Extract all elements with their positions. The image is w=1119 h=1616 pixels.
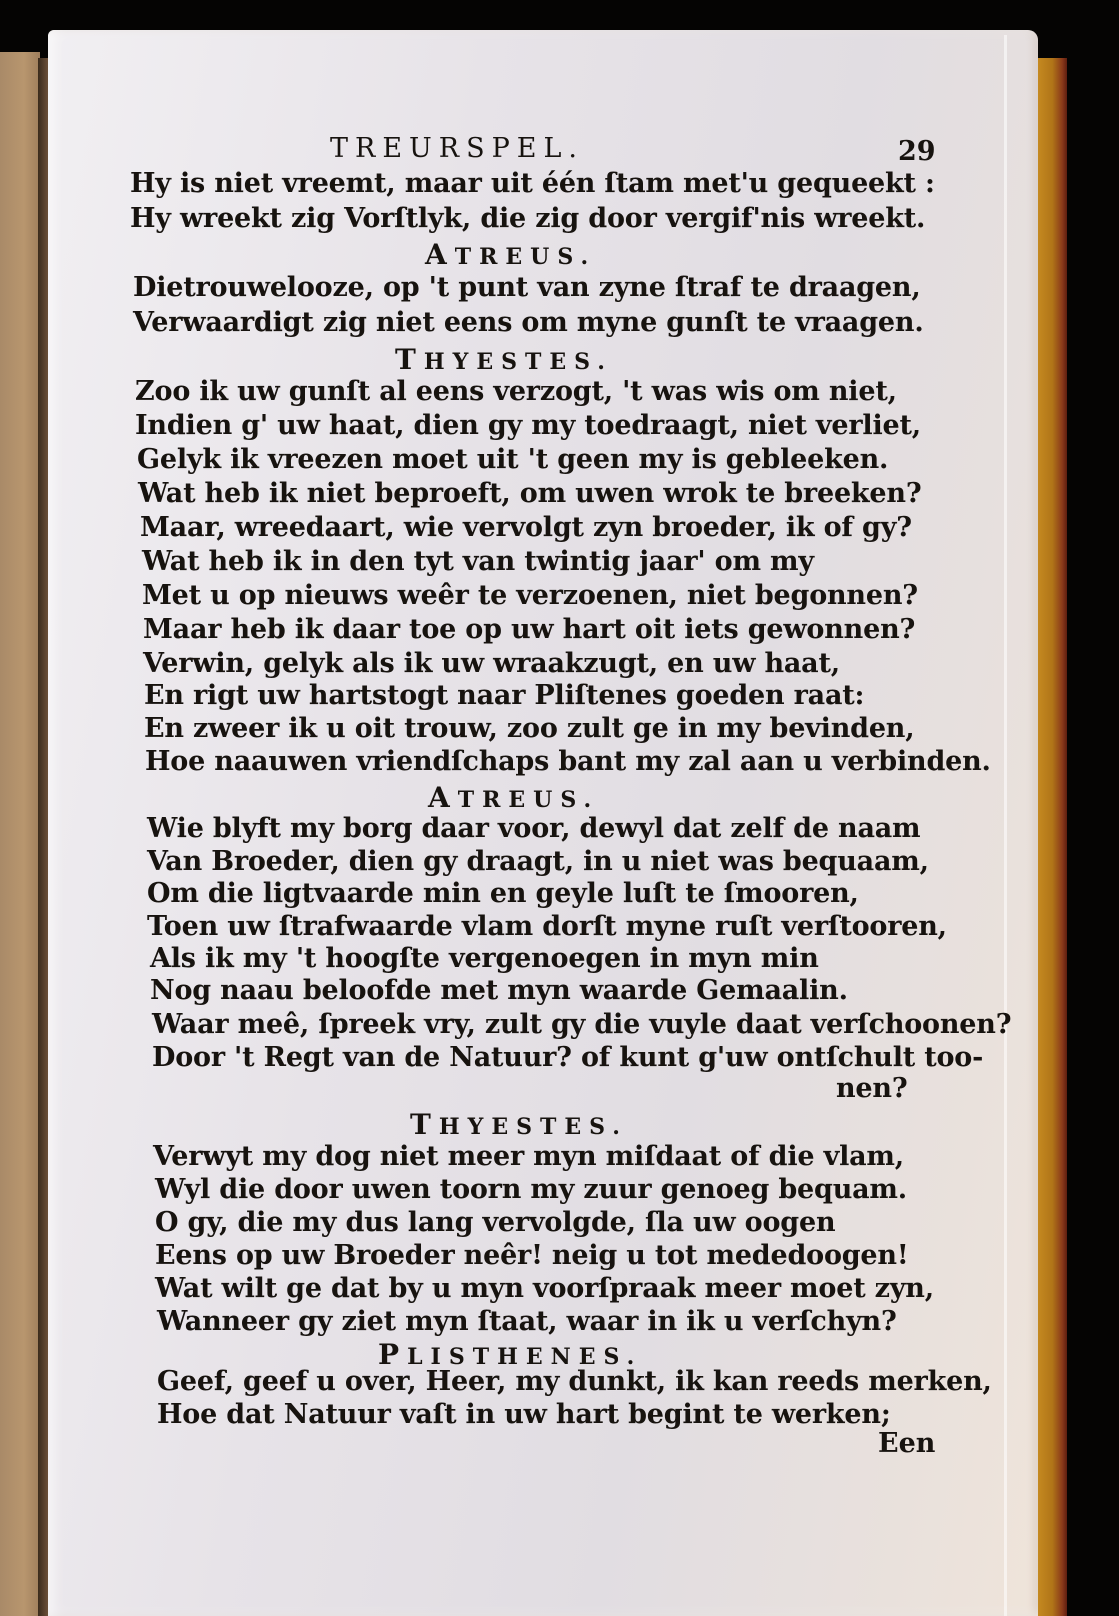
verse-line: Om die ligtvaarde min en geyle luſt te ſmooren, (147, 878, 859, 909)
speaker-name-rest: TREUS. (454, 244, 597, 270)
speaker-initial: A (428, 781, 458, 814)
verse-line: Met u op nieuws weêr te verzoenen, niet begonnen? (142, 580, 918, 611)
speaker-initial: T (410, 1108, 439, 1141)
speaker-heading (410, 1108, 628, 1141)
speaker-heading (425, 238, 596, 271)
verse-line: Door 't Regt van de Natuur? of kunt g'uw ontſchult too- (152, 1042, 984, 1073)
verse-line: Als ik my 't hoogſte vergenoegen in myn min (150, 943, 819, 974)
speaker-initial: A (425, 238, 455, 271)
speaker-heading (428, 781, 599, 814)
verse-line: Eens op uw Broeder neêr! neig u tot mededoogen! (155, 1240, 909, 1271)
verse-line: Hy wreekt zig Vorſtlyk, die zig door vergif'nis wreekt. (130, 203, 926, 234)
speaker-name-rest: LISTHENES. (407, 1344, 643, 1370)
speaker-initial: P (378, 1338, 408, 1371)
verse-line: En zweer ik u oit trouw, zoo zult ge in my bevinden, (144, 713, 915, 744)
verse-line: Wanneer gy ziet myn ſtaat, waar in ik u verſchyn? (157, 1306, 897, 1337)
verse-line: Verwaardigt zig niet eens om myne gunſt te vraagen. (133, 307, 924, 338)
speaker-heading (395, 343, 613, 376)
verse-line: Maar, wreedaart, wie vervolgt zyn broeder, ik of gy? (140, 512, 912, 543)
verse-line: Wie blyft my borg daar voor, dewyl dat zelf de naam (147, 813, 921, 844)
verse-line: Verwin, gelyk als ik uw wraakzugt, en uw haat, (143, 648, 840, 679)
verse-line: Van Broeder, dien gy draagt, in u niet was bequaam, (147, 846, 929, 877)
verse-line: Waar meê, ſpreek vry, zult gy die vuyle daat verſchoonen? (152, 1009, 1012, 1040)
catchword: Een (878, 1428, 936, 1459)
speaker-initial: T (395, 343, 424, 376)
verse-line: Geef, geef u over, Heer, my dunkt, ik kan reeds merken, (157, 1366, 992, 1397)
verse-line: Zoo ik uw gunſt al eens verzogt, 't was wis om niet, (135, 376, 897, 407)
verse-line-continuation: nen? (836, 1073, 908, 1104)
verse-line: Wat wilt ge dat by u myn voorſpraak meer moet zyn, (155, 1273, 934, 1304)
verse-line: Hoe naauwen vriendſchaps bant my zal aan u verbinden. (145, 746, 991, 777)
speaker-name-rest: HYESTES. (423, 349, 613, 375)
page-number: 29 (898, 136, 936, 167)
verse-line: Maar heb ik daar toe op uw hart oit iets gewonnen? (143, 614, 916, 645)
verse-line: Toen uw ſtrafwaarde vlam dorſt myne ruſt verſtooren, (147, 911, 947, 942)
verse-line: Verwyt my dog niet meer myn miſdaat of die vlam, (153, 1141, 905, 1172)
speaker-name-rest: HYESTES. (438, 1114, 628, 1140)
verse-line: En rigt uw hartstogt naar Pliſtenes goeden raat: (144, 680, 865, 711)
verse-line: Dietrouwelooze, op 't punt van zyne ſtraf te draagen, (133, 272, 921, 303)
verse-line: Wyl die door uwen toorn my zuur genoeg bequam. (155, 1174, 907, 1205)
verse-line: Hy is niet vreemt, maar uit één ſtam met'u gequeekt : (130, 168, 935, 199)
speaker-name-rest: TREUS. (457, 787, 600, 813)
verse-line: Gelyk ik vreezen moet uit 't geen my is gebleeken. (137, 444, 889, 475)
verse-line: Wat heb ik niet beproeft, om uwen wrok te breeken? (138, 478, 922, 509)
running-head: TREURSPEL. (330, 133, 585, 164)
verse-line: Hoe dat Natuur vaſt in uw hart begint te werken; (157, 1399, 891, 1430)
verse-line: Wat heb ik in den tyt van twintig jaar' om my (142, 546, 814, 577)
verse-line: O gy, die my dus lang vervolgde, ſla uw oogen (155, 1207, 836, 1238)
verse-line: Indien g' uw haat, dien gy my toedraagt, niet verliet, (135, 410, 921, 441)
verse-line: Nog naau beloofde met myn waarde Gemaalin. (150, 975, 848, 1006)
